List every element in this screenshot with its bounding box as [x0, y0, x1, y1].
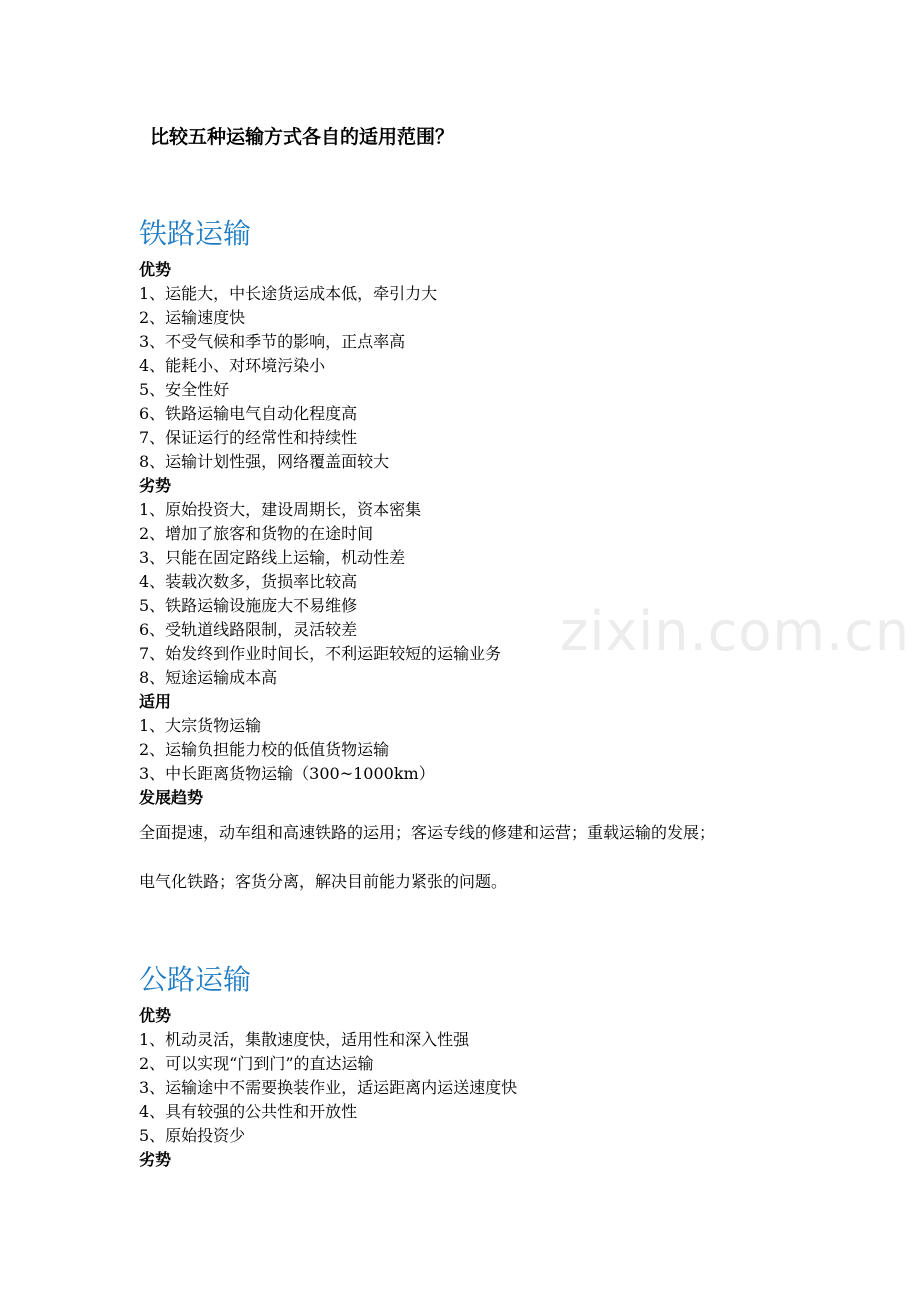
list-item: 8、运输计划性强，网络覆盖面较大 — [139, 452, 390, 471]
list-item: 3、运输途中不需要换装作业，适运距离内运送速度快 — [139, 1078, 518, 1097]
page-title: 比较五种运输方式各自的适用范围？ — [150, 126, 455, 148]
list-item: 2、运输速度快 — [139, 308, 246, 327]
list-item: 4、具有较强的公共性和开放性 — [139, 1102, 358, 1121]
rail-disadvantages-list — [139, 498, 839, 690]
list-item: 6、受轨道线路限制，灵活较差 — [139, 620, 358, 639]
list-item: 5、铁路运输设施庞大不易维修 — [139, 596, 358, 615]
rail-advantages-label: 优势 — [139, 260, 172, 279]
road-advantages-list — [139, 1028, 839, 1148]
rail-trend-text: 电气化铁路；客货分离，解决目前能力紧张的问题。 — [139, 872, 508, 891]
list-item: 7、始发终到作业时间长，不利运距较短的运输业务 — [139, 644, 502, 663]
rail-advantages-list — [139, 282, 839, 474]
rail-applicable-label: 适用 — [139, 692, 172, 711]
rail-section — [139, 212, 839, 894]
list-item: 4、能耗小、对环境污染小 — [139, 356, 326, 375]
rail-disadvantages-label: 劣势 — [139, 476, 172, 495]
list-item: 8、短途运输成本高 — [139, 668, 278, 687]
road-disadvantages-label: 劣势 — [139, 1150, 172, 1169]
watermark: zixin.com.cn — [560, 600, 911, 663]
rail-applicable-list — [139, 714, 839, 786]
rail-trend-text: 全面提速，动车组和高速铁路的运用；客运专线的修建和运营；重载运输的发展； — [139, 823, 716, 842]
list-item: 3、只能在固定路线上运输，机动性差 — [139, 548, 406, 567]
list-item: 1、原始投资大，建设周期长，资本密集 — [139, 500, 422, 519]
list-item: 3、不受气候和季节的影响，正点率高 — [139, 332, 406, 351]
list-item: 1、大宗货物运输 — [139, 716, 262, 735]
list-item: 2、增加了旅客和货物的在途时间 — [139, 524, 374, 543]
list-item: 6、铁路运输电气自动化程度高 — [139, 404, 358, 423]
list-item: 4、装载次数多，货损率比较高 — [139, 572, 358, 591]
list-item: 3、中长距离货物运输（300~1000km） — [139, 764, 435, 783]
road-heading: 公路运输 — [139, 963, 252, 996]
list-item: 5、安全性好 — [139, 380, 230, 399]
list-item: 1、机动灵活，集散速度快，适用性和深入性强 — [139, 1030, 470, 1049]
list-item: 5、原始投资少 — [139, 1126, 246, 1145]
road-section — [139, 958, 839, 1172]
road-advantages-label: 优势 — [139, 1006, 172, 1025]
list-item: 2、可以实现“门到门”的直达运输 — [139, 1054, 374, 1073]
rail-heading: 铁路运输 — [139, 217, 252, 250]
list-item: 7、保证运行的经常性和持续性 — [139, 428, 358, 447]
list-item: 2、运输负担能力校的低值货物运输 — [139, 740, 390, 759]
list-item: 1、运能大，中长途货运成本低，牵引力大 — [139, 284, 438, 303]
rail-trend-label: 发展趋势 — [139, 788, 204, 807]
